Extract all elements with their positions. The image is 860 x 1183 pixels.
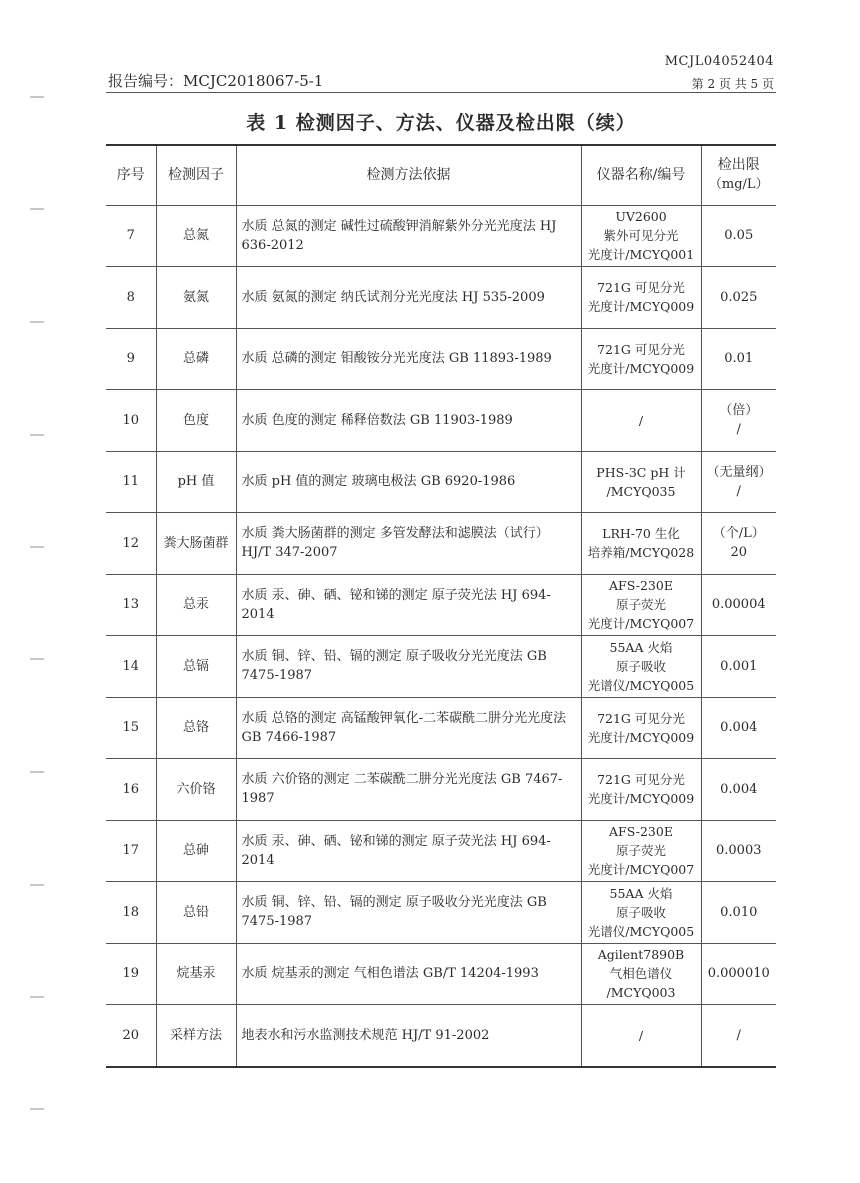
instrument-line: 原子荧光 [615,843,666,859]
table-header-row [106,145,776,205]
row-number: 9 [106,328,156,390]
table-title: 表 1 检测因子、方法、仪器及检出限（续） [246,112,636,134]
col-header-method: 检测方法依据 [236,145,581,205]
instrument-line: 培养箱/MCYQ028 [587,545,695,561]
scan-margin-mark [30,434,44,436]
detection-limit-line: 0.001 [720,658,758,674]
method-basis: 水质 色度的测定 稀释倍数法 GB 11903-1989 [236,390,581,452]
table-row [106,820,776,882]
method-basis: 水质 烷基汞的测定 气相色谱法 GB/T 14204-1993 [236,943,581,1005]
instrument-cell [581,759,701,821]
detection-factor: 烷基汞 [156,943,236,1005]
header-rule [106,92,776,93]
detection-factor: 总磷 [156,328,236,390]
method-basis: 水质 氨氮的测定 纳氏试剂分光光度法 HJ 535-2009 [236,267,581,329]
row-number: 7 [106,205,156,267]
col-header-limit [701,145,776,205]
instrument-line: 紫外可见分光 [603,228,679,244]
table-row [106,513,776,575]
detection-limit-line: 0.004 [720,720,758,736]
row-number: 14 [106,636,156,698]
report-number: 报告编号：MCJC2018067-5-1 [108,72,324,90]
instrument-line: AFS-230E [609,578,673,594]
scan-margin-mark [30,996,44,998]
instrument-line: 原子吸收 [615,658,666,674]
detection-limit-line: 0.004 [720,781,758,797]
instrument-cell [581,697,701,759]
instrument-line: UV2600 [615,209,667,225]
instrument-line: 原子荧光 [615,597,666,613]
instrument-cell [581,390,701,452]
detection-limit-line: （无量纲） [706,464,772,480]
instrument-cell [581,205,701,267]
scan-margin-mark [30,771,44,773]
detection-limit-cell [701,697,776,759]
row-number: 10 [106,390,156,452]
table-row [106,882,776,944]
instrument-line: / [638,412,644,428]
detection-factor: pH 值 [156,451,236,513]
detection-factor: 总铬 [156,697,236,759]
instrument-line: 721G 可见分光 [597,341,685,357]
col-header-no: 序号 [106,145,156,205]
detection-limit-line: （个/L） [712,526,765,542]
instrument-cell [581,636,701,698]
instrument-line: 光度计/MCYQ009 [587,360,695,376]
detection-factor: 总铅 [156,882,236,944]
instrument-cell [581,328,701,390]
method-basis: 水质 总磷的测定 钼酸铵分光光度法 GB 11893-1989 [236,328,581,390]
row-number: 16 [106,759,156,821]
table-row [106,451,776,513]
detection-limit-line: 0.010 [720,904,758,920]
col-header-limit-unit: （mg/L） [708,177,769,193]
method-basis: 水质 铜、锌、铅、镉的测定 原子吸收分光光度法 GB 7475-1987 [236,882,581,944]
detection-factor: 总砷 [156,820,236,882]
instrument-line: 光度计/MCYQ007 [587,862,695,878]
detection-limit-line: 0.05 [724,228,754,244]
instrument-line: 55AA 火焰 [609,639,673,655]
detection-factor: 粪大肠菌群 [156,513,236,575]
detection-limit-cell [701,636,776,698]
instrument-line: 光谱仪/MCYQ005 [587,923,695,939]
col-header-limit-label: 检出限 [717,157,760,174]
table-body [106,205,776,1067]
instrument-line: 原子吸收 [615,904,666,920]
detection-limit-line: （倍） [719,403,759,419]
table-row [106,759,776,821]
instrument-cell [581,267,701,329]
method-basis: 地表水和污水监测技术规范 HJ/T 91-2002 [236,1005,581,1067]
instrument-cell [581,574,701,636]
instrument-line: 气相色谱仪 [609,966,673,982]
instrument-line: / [638,1027,644,1043]
detection-limit-cell [701,513,776,575]
table-row [106,574,776,636]
table-row [106,390,776,452]
detection-factor: 总汞 [156,574,236,636]
detection-limit-line: 0.00004 [711,597,766,613]
scan-margin-mark [30,1108,44,1110]
instrument-line: 光度计/MCYQ009 [587,729,695,745]
table-row [106,943,776,1005]
row-number: 13 [106,574,156,636]
instrument-cell [581,820,701,882]
detection-limit-line: 20 [730,545,748,561]
instrument-cell [581,451,701,513]
instrument-line: /MCYQ003 [606,985,676,1001]
detection-factor: 总氮 [156,205,236,267]
col-header-instrument: 仪器名称/编号 [581,145,701,205]
instrument-line: PHS-3C pH 计 [596,464,686,480]
detection-limit-line: 0.000010 [707,966,770,982]
instrument-line: 光度计/MCYQ009 [587,299,695,315]
row-number: 8 [106,267,156,329]
table-row [106,697,776,759]
detection-factor: 采样方法 [156,1005,236,1067]
method-basis: 水质 粪大肠菌群的测定 多管发酵法和滤膜法（试行）HJ/T 347-2007 [236,513,581,575]
row-number: 20 [106,1005,156,1067]
method-basis: 水质 铜、锌、铅、镉的测定 原子吸收分光光度法 GB 7475-1987 [236,636,581,698]
detection-limit-cell [701,451,776,513]
detection-limit-cell [701,882,776,944]
scan-margin-mark [30,321,44,323]
table-row [106,267,776,329]
method-basis: 水质 汞、砷、硒、铋和锑的测定 原子荧光法 HJ 694-2014 [236,574,581,636]
instrument-line: 光度计/MCYQ009 [587,791,695,807]
detection-factor: 氨氮 [156,267,236,329]
detection-limit-line: 0.0003 [716,843,762,859]
detection-limit-cell [701,267,776,329]
instrument-line: 721G 可见分光 [597,710,685,726]
scan-margin-mark [30,658,44,660]
instrument-cell [581,943,701,1005]
page-indicator: 第 2 页 共 5 页 [691,77,774,91]
scan-margin-mark [30,546,44,548]
row-number: 17 [106,820,156,882]
method-basis: 水质 pH 值的测定 玻璃电极法 GB 6920-1986 [236,451,581,513]
detection-methods-table [106,144,776,1068]
detection-limit-cell [701,574,776,636]
method-basis: 水质 六价铬的测定 二苯碳酰二肼分光光度法 GB 7467-1987 [236,759,581,821]
instrument-line: Agilent7890B [597,947,685,963]
col-header-factor: 检测因子 [156,145,236,205]
instrument-line: AFS-230E [609,824,673,840]
instrument-cell [581,513,701,575]
detection-factor: 总镉 [156,636,236,698]
detection-limit-line: 0.01 [724,351,754,367]
instrument-line: 55AA 火焰 [609,885,673,901]
detection-limit-cell [701,759,776,821]
row-number: 12 [106,513,156,575]
instrument-line: 光度计/MCYQ007 [587,616,695,632]
instrument-line: /MCYQ035 [606,483,676,499]
detection-limit-cell [701,1005,776,1067]
method-basis: 水质 总氮的测定 碱性过硫酸钾消解紫外分光光度法 HJ 636-2012 [236,205,581,267]
detection-limit-line: 0.025 [720,289,758,305]
detection-limit-line: / [736,422,741,438]
table-row [106,328,776,390]
row-number: 11 [106,451,156,513]
row-number: 19 [106,943,156,1005]
scan-margin-mark [30,884,44,886]
table-row [106,205,776,267]
scan-margin-mark [30,96,44,98]
detection-limit-line: / [736,483,741,499]
detection-factor: 六价铬 [156,759,236,821]
instrument-line: LRH-70 生化 [602,526,680,542]
instrument-line: 光谱仪/MCYQ005 [587,677,695,693]
instrument-line: 721G 可见分光 [597,280,685,296]
row-number: 15 [106,697,156,759]
table-row [106,1005,776,1067]
table-row [106,636,776,698]
instrument-cell [581,882,701,944]
detection-limit-cell [701,390,776,452]
detection-limit-cell [701,205,776,267]
instrument-cell [581,1005,701,1067]
method-basis: 水质 汞、砷、硒、铋和锑的测定 原子荧光法 HJ 694-2014 [236,820,581,882]
detection-factor: 色度 [156,390,236,452]
detection-limit-cell [701,820,776,882]
detection-limit-line: / [736,1027,741,1043]
method-basis: 水质 总铬的测定 高锰酸钾氧化-二苯碳酰二肼分光光度法 GB 7466-1987 [236,697,581,759]
row-number: 18 [106,882,156,944]
detection-limit-cell [701,328,776,390]
instrument-line: 光度计/MCYQ001 [587,247,695,263]
instrument-line: 721G 可见分光 [597,772,685,788]
document-code: MCJL04052404 [664,54,774,69]
scan-margin-mark [30,208,44,210]
detection-limit-cell [701,943,776,1005]
